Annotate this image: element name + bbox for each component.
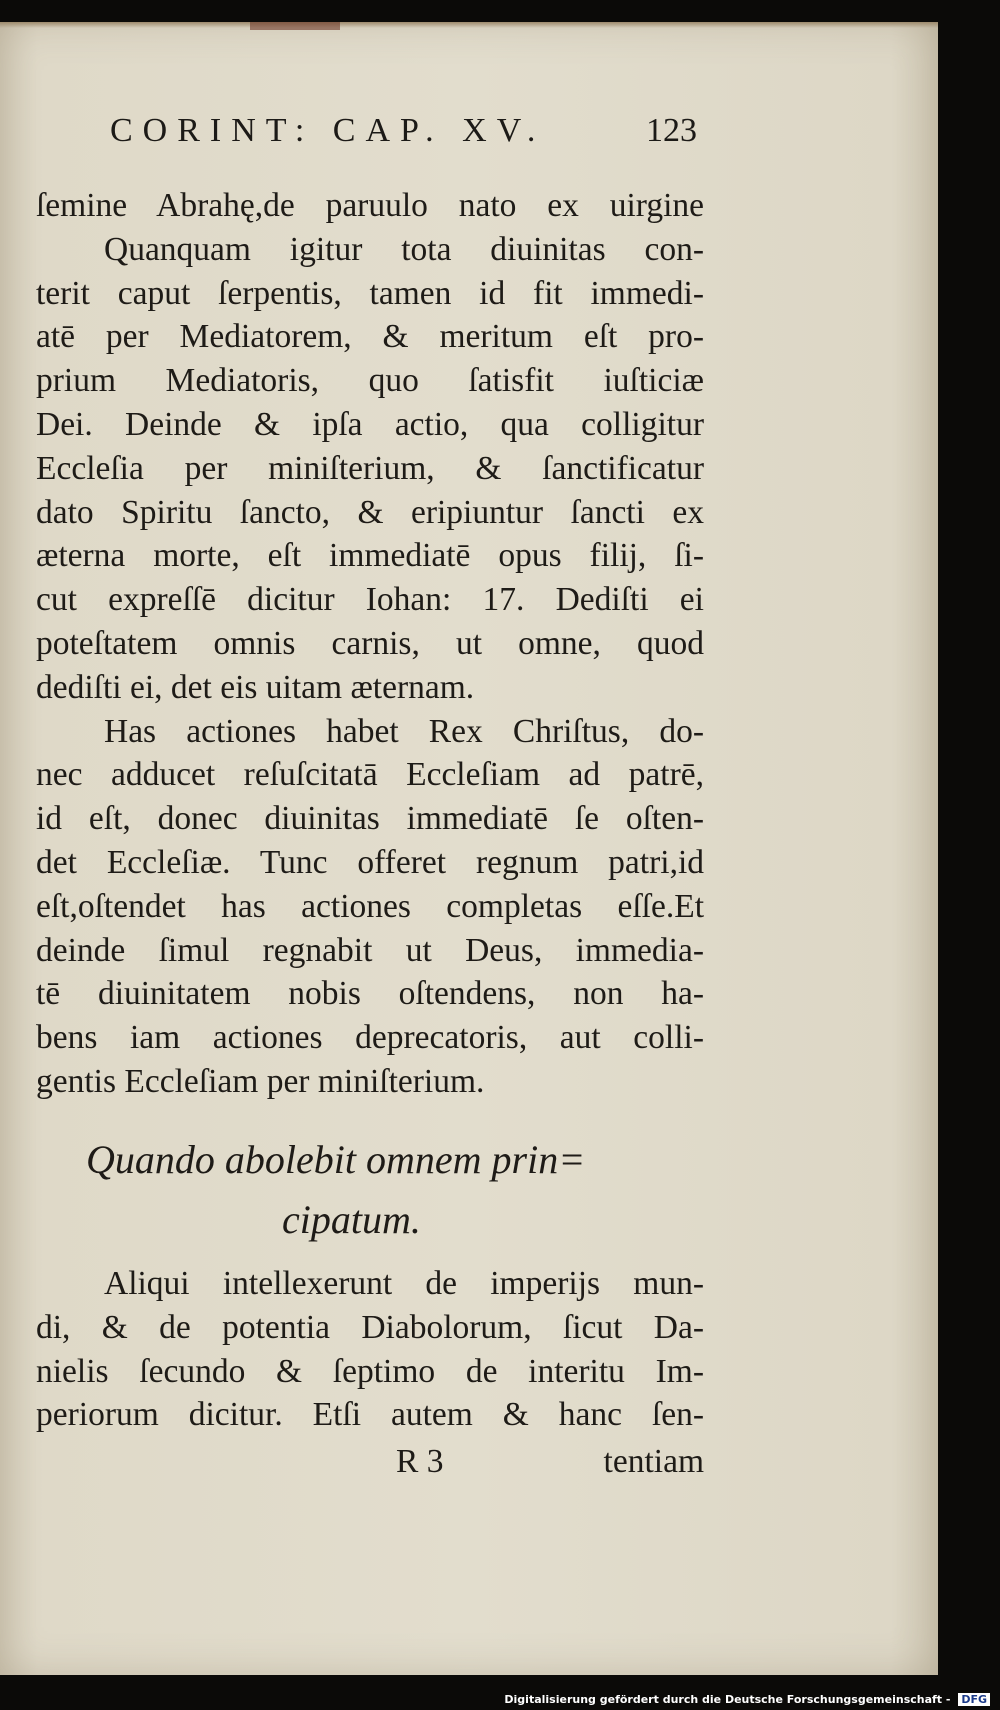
text-line: dediſti ei, det eis uitam æternam. [36, 668, 475, 706]
text-line: periorum dicitur. Etſi autem & hanc ſen- [36, 1396, 704, 1434]
section-heading-line: cipatum. [282, 1197, 421, 1242]
text-line: Quanquam igitur tota diuinitas con- [104, 230, 704, 268]
digitization-credit [504, 1693, 990, 1706]
text-line: bens iam actiones deprecatoris, aut colli- [36, 1019, 704, 1057]
text-line: terit caput ſerpentis, tamen id fit immedi- [36, 274, 704, 312]
text-line: id eſt, donec diuinitas immediatē ſe oſten- [36, 800, 704, 838]
page-number: 123 [646, 112, 697, 149]
signature-mark: R 3 [396, 1443, 444, 1480]
text-line: prium Mediatoris, quo ſatisfit iuſticiæ [36, 362, 704, 400]
text-line: Aliqui intellexerunt de imperijs mun- [104, 1265, 704, 1302]
text-line: ſemine Abrahę,de paruulo nato ex uirgine [36, 187, 704, 224]
text-line: atē per Mediatorem, & meritum eſt pro- [36, 318, 704, 356]
text-line: gentis Eccleſiam per miniſterium. [36, 1062, 485, 1100]
text-line: Dei. Deinde & ipſa actio, qua colligitur [36, 405, 704, 443]
binding-mark [250, 22, 340, 30]
text-line: Eccleſia per miniſterium, & ſanctificatur [36, 449, 704, 487]
text-line: det Eccleſiæ. Tunc offeret regnum patri,id [36, 843, 704, 881]
dfg-logo: DFG [958, 1693, 990, 1706]
running-head: CORINT: CAP. XV. [110, 112, 546, 149]
text-line: dato Spiritu ſancto, & eripiuntur ſancti ex [36, 493, 704, 531]
text-line: poteſtatem omnis carnis, ut omne, quod [36, 624, 704, 662]
book-page [0, 22, 938, 1675]
section-heading [86, 1130, 706, 1250]
page-foot [36, 1440, 704, 1484]
text-line: cut expreſſē dicitur Iohan: 17. Dediſti ei [36, 581, 704, 619]
text-line: nec adducet reſuſcitatā Eccleſiam ad patrē, [36, 756, 704, 794]
text-line: nielis ſecundo & ſeptimo de interitu Im- [36, 1352, 704, 1390]
text-line: deinde ſimul regnabit ut Deus, immedia- [36, 931, 704, 969]
text-line: eſt,oſtendet has actiones completas eſſe.Et [36, 887, 704, 925]
text-line: æterna morte, eſt immediatē opus filij, ſi- [36, 537, 704, 575]
page-top-edge [0, 22, 938, 28]
text-line: di, & de potentia Diabolorum, ſicut Da- [36, 1308, 704, 1346]
text-line: Has actiones habet Rex Chriſtus, do- [104, 712, 704, 750]
body-text [36, 184, 704, 1104]
catchword: tentiam [603, 1443, 704, 1480]
text-line: tē diuinitatem nobis oſtendens, non ha- [36, 975, 704, 1013]
section-heading-line: Quando abolebit omnem prin= [86, 1137, 586, 1182]
body-text-continued [36, 1262, 704, 1437]
credit-text: Digitalisierung gefördert durch die Deutsche Forschungsgemeinschaft - [504, 1693, 951, 1706]
